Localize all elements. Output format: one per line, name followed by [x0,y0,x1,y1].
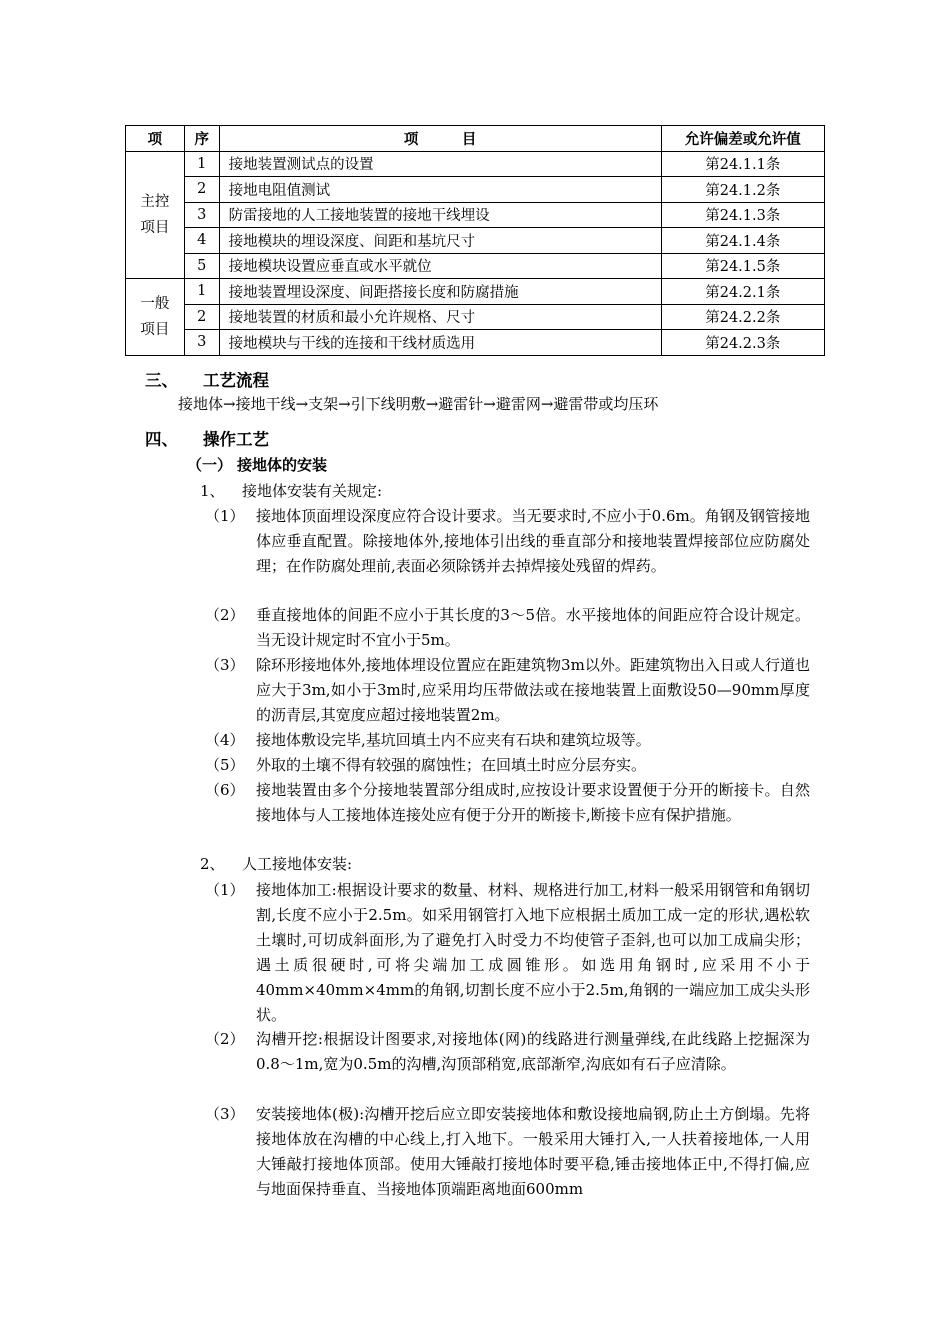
header-value: 允许偏差或允许值 [661,126,824,152]
row-value: 第24.1.3条 [661,202,824,228]
row-value: 第24.1.4条 [661,228,824,254]
paragraph-text: 外取的土壤不得有较强的腐蚀性；在回填土时应分层夯实。 [256,756,647,774]
paragraph-text: 接地体加工:根据设计要求的数量、材料、规格进行加工,材料一般采用钢管和角钢切割,长度不应小于2.5m。如采用钢管打入地下应根据土质加工成一定的形状,遇松软土壤时,可切成斜面形,为了避免打入时受力不均使管子歪斜,也可以加工成扁尖形；遇土质很硬时,可将尖端加工成圆锥形。如选用角钢时,应采用不小于40mm×40mm×4mm的角钢,切割长度不应小于2.5m,角钢的一端应加工成尖头形状。 [256,881,810,1024]
row-no: 2 [184,304,219,330]
paragraph-number: （2） [205,606,245,624]
row-no: 5 [184,253,219,279]
subsection-title: 接地体的安装 [237,456,328,474]
row-no: 1 [184,151,219,177]
row-item: 接地装置埋设深度、间距搭接长度和防腐措施 [219,279,661,305]
paragraph [205,504,810,579]
row-value: 第24.2.1条 [661,279,824,305]
section-heading-process-flow [145,367,269,391]
inspection-table [125,125,825,356]
row-value: 第24.1.2条 [661,177,824,203]
row-no: 3 [184,330,219,356]
item-number: 2、 [200,855,225,873]
subsection-number: （一） [187,456,233,474]
paragraph-number: （4） [205,731,245,749]
paragraph-text: 接地体敷设完毕,基坑回填土内不应夹有石块和建筑垃圾等。 [256,731,651,749]
table-row [126,151,825,177]
row-item: 接地模块与干线的连接和干线材质选用 [219,330,661,356]
group-general [126,279,185,356]
table-header-row [126,126,825,152]
paragraph [205,753,810,778]
paragraph [205,603,810,653]
table-row [126,228,825,254]
section-title: 操作工艺 [203,430,269,449]
paragraph-number: （5） [205,756,245,774]
paragraph [205,728,810,753]
row-no: 3 [184,202,219,228]
table-row [126,304,825,330]
paragraph-number: （1） [205,507,245,525]
item-title: 人工接地体安装: [242,855,353,873]
row-no: 4 [184,228,219,254]
header-seq: 序 [184,126,219,152]
row-item: 防雷接地的人工接地装置的接地干线埋设 [219,202,661,228]
paragraph-number: （1） [205,881,245,899]
paragraph-number: （6） [205,781,245,799]
table-row [126,279,825,305]
row-item: 接地模块的埋设深度、间距和基坑尺寸 [219,228,661,254]
header-category: 项 [126,126,185,152]
paragraph-text: 接地装置由多个分接地装置部分组成时,应按设计要求设置便于分开的断接卡。自然接地体与人工接地体连接处应有便于分开的断接卡,断接卡应有保护措施。 [256,781,810,824]
paragraph-number: （2） [205,1030,245,1048]
table-row [126,202,825,228]
paragraph [205,653,810,728]
group-label: 主控 项目 [140,193,170,236]
row-item: 接地模块设置应垂直或水平就位 [219,253,661,279]
paragraph [205,1102,810,1202]
row-no: 2 [184,177,219,203]
subsection-heading [187,454,327,475]
group-main-control [126,151,185,279]
paragraph-text: 除环形接地体外,接地体埋设位置应在距建筑物3m以外。距建筑物出入日或人行道也应大于3m,如小于3m时,应采用均压带做法或在接地装置上面敷设50—90mm厚度的沥青层,其宽度应超过接地装置2m。 [256,656,810,724]
paragraph-text: 沟槽开挖:根据设计图要求,对接地体(网)的线路进行测量弹线,在此线路上挖掘深为0.8～1m,宽为0.5m的沟槽,沟顶部稍宽,底部渐窄,沟底如有石子应清除。 [256,1030,810,1073]
item-heading-1 [200,480,382,501]
table-row [126,253,825,279]
paragraph [205,1027,810,1077]
item-heading-2 [200,853,352,874]
section-title: 工艺流程 [203,371,269,390]
group-label: 一般 项目 [140,295,170,338]
paragraph-number: （3） [205,1105,245,1123]
section-number: 三、 [145,371,178,390]
row-value: 第24.2.3条 [661,330,824,356]
item-number: 1、 [200,482,225,500]
row-value: 第24.1.1条 [661,151,824,177]
row-item: 接地装置的材质和最小允许规格、尺寸 [219,304,661,330]
section-heading-operation [145,426,269,450]
item-title: 接地体安装有关规定: [242,482,383,500]
header-item: 项 目 [219,126,661,152]
paragraph-text: 垂直接地体的间距不应小于其长度的3～5倍。水平接地体的间距应符合设计规定。当无设计规定时不宜小于5m。 [256,606,810,649]
table-row [126,330,825,356]
row-value: 第24.2.2条 [661,304,824,330]
paragraph [205,878,810,1028]
row-no: 1 [184,279,219,305]
process-flow-text: 接地体→接地干线→支架→引下线明敷→避雷针→避雷网→避雷带或均压环 [178,395,659,413]
row-item: 接地装置测试点的设置 [219,151,661,177]
row-item: 接地电阻值测试 [219,177,661,203]
table-row [126,177,825,203]
paragraph-text: 接地体顶面埋设深度应符合设计要求。当无要求时,不应小于0.6m。角钢及钢管接地体应垂直配置。除接地体外,接地体引出线的垂直部分和接地装置焊接部位应防腐处理；在作防腐处理前,表面必须除锈并去掉焊接处残留的焊药。 [256,507,810,575]
section-number: 四、 [145,430,178,449]
paragraph-number: （3） [205,656,245,674]
paragraph [205,778,810,828]
paragraph-text: 安装接地体(极):沟槽开挖后应立即安装接地体和敷设接地扁钢,防止土方倒塌。先将接地体放在沟槽的中心线上,打入地下。一般采用大锤打入,一人扶着接地体,一人用大锤敲打接地体顶部。使用大锤敲打接地体时要平稳,锤击接地体正中,不得打偏,应与地面保持垂直、当接地体顶端距离地面600mm [256,1105,810,1198]
row-value: 第24.1.5条 [661,253,824,279]
